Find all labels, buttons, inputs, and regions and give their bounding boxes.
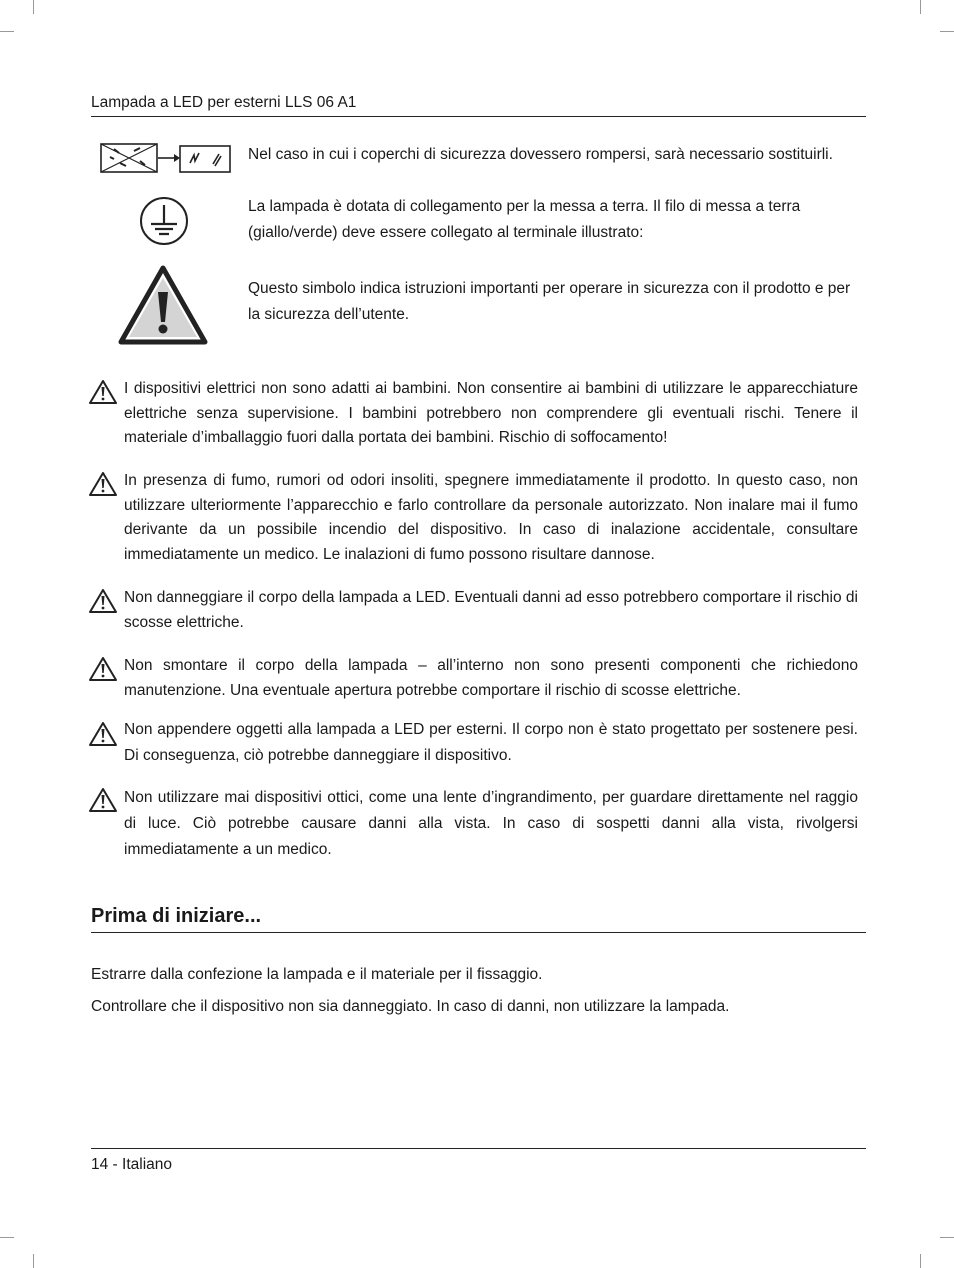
page-footer: 14 - Italiano xyxy=(91,1148,866,1174)
section-title: Prima di iniziare... xyxy=(91,905,866,933)
warning-item-children xyxy=(88,377,858,451)
warning-icon xyxy=(88,588,118,614)
symbol-text-broken-cover: Nel caso in cui i coperchi di sicurezza dovessero rompersi, sarà necessario sostituirli. xyxy=(248,146,833,163)
symbol-row-warning xyxy=(91,264,866,346)
warning-item-smoke xyxy=(88,469,858,567)
warning-text: Non danneggiare il corpo della lampada a LED. Eventuali danni ad esso potrebbero comportare il rischio di scosse elettriche. xyxy=(124,589,858,631)
warning-text: Non smontare il corpo della lampada – all’interno non sono presenti componenti che richiedono manutenzione. Una eventuale apertura potrebbe comportare il rischio di scosse elettriche. xyxy=(124,657,858,699)
paragraph-unpack: Estrarre dalla confezione la lampada e il materiale per il fissaggio. xyxy=(91,966,543,983)
symbol-row-ground xyxy=(91,192,866,252)
paragraph-check: Controllare che il dispositivo non sia danneggiato. In caso di danni, non utilizzare la lampada. xyxy=(91,998,730,1015)
warning-text: I dispositivi elettrici non sono adatti ai bambini. Non consentire ai bambini di utilizzare le apparecchiature elettriche senza supervisione. I bambini potrebbero non comprendere gli eventuali rischi. Tenere il materiale d’imballaggio fuori dalla portata dei bambini. Rischio di soffocamento! xyxy=(124,380,858,446)
warning-item-disassembly xyxy=(88,654,858,703)
symbol-row-broken-cover xyxy=(91,140,866,180)
warning-item-optics xyxy=(88,785,858,863)
warning-icon xyxy=(118,265,208,345)
warning-icon xyxy=(88,471,118,497)
symbol-text-ground: La lampada è dotata di collegamento per la messa a terra. Il filo di messa a terra (giallo/verde) deve essere collegato al terminale illustrato: xyxy=(248,198,801,241)
page-header: Lampada a LED per esterni LLS 06 A1 xyxy=(91,94,866,117)
warning-icon xyxy=(88,721,118,747)
warning-icon xyxy=(88,379,118,405)
warning-icon xyxy=(88,787,118,813)
ground-icon xyxy=(139,196,189,246)
warning-text: Non utilizzare mai dispositivi ottici, come una lente d’ingrandimento, per guardare direttamente nel raggio di luce. Ciò potrebbe causare danni alla vista. In caso di sospetti danni alla vista, rivolgersi immediatamente a un medico. xyxy=(124,789,858,858)
symbol-text-warning: Questo simbolo indica istruzioni importanti per operare in sicurezza con il prodotto e per la sicurezza dell’utente. xyxy=(248,280,851,323)
warning-item-hanging xyxy=(88,717,858,769)
warning-text: In presenza di fumo, rumori od odori insoliti, spegnere immediatamente il prodotto. In questo caso, non utilizzare ulteriormente l’apparecchio e farlo controllare da personale autorizzato. Non inalare mai il fumo derivante da un possibile incendio del dispositivo. In caso di inalazione accidentale, consultare immediatamente un medico. Le inalazioni di fumo possono risultare dannose. xyxy=(124,472,858,563)
warning-text: Non appendere oggetti alla lampada a LED per esterni. Il corpo non è stato progettato per sostenere pesi. Di conseguenza, ciò potrebbe danneggiare il dispositivo. xyxy=(124,721,858,764)
broken-cover-replace-icon xyxy=(100,141,232,177)
warning-icon xyxy=(88,656,118,682)
warning-item-damage xyxy=(88,586,858,635)
